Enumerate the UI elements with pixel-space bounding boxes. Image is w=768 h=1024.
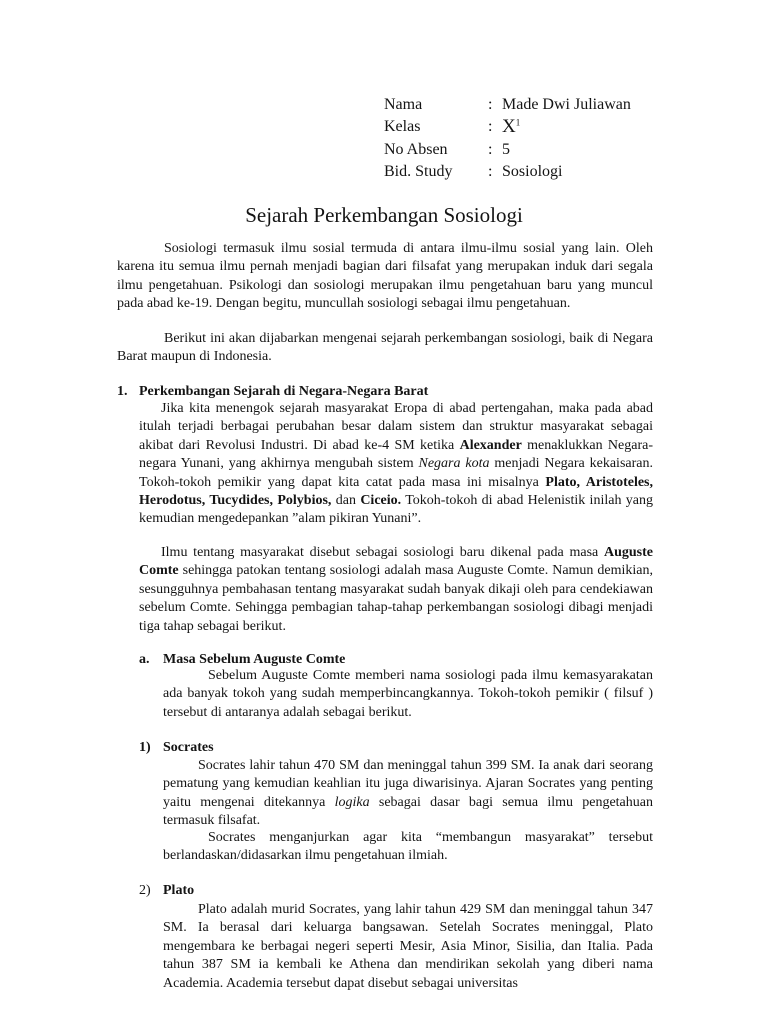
student-info xyxy=(384,94,631,183)
bold-name: Alexander xyxy=(459,437,522,453)
socrates-paragraph-2: Socrates menganjurkan agar kita “membangun masyarakat” tersebut berlandaskan/didasarkan ilmu pengetahuan ilmiah. xyxy=(163,830,653,864)
info-row-absen xyxy=(384,139,631,161)
item-number: 2) xyxy=(139,883,151,898)
bold-names: Plato, Aristoteles, Herodotus, Tucydides, Polybios, xyxy=(139,474,653,509)
text-run: Tokoh-tokoh di abad Helenistik inilah yang kemudian mengedepankan ”alam pikiran Yunani”. xyxy=(139,493,653,527)
info-label: Kelas xyxy=(384,118,421,135)
item-heading-plato: Plato xyxy=(163,883,195,898)
subsection-letter: a. xyxy=(139,652,150,667)
item-number: 1) xyxy=(139,740,151,755)
section1-paragraph-2 xyxy=(139,544,653,636)
info-row-study xyxy=(384,161,631,183)
intro-paragraph-1: Sosiologi termasuk ilmu sosial termuda di antara ilmu-ilmu sosial yang lain. Oleh karena itu semua ilmu pernah menjadi bagian dari filsafat yang merupakan induk dari segala ilmu pengetahuan. Psikologi dan sosiologi merupakan ilmu pengetahuan baru yang muncul pada abad ke-19. Dengan begitu, muncullah sosiologi sebagai ilmu pengetahuan. xyxy=(117,241,653,312)
item-heading-socrates: Socrates xyxy=(163,740,214,755)
info-value-text: X xyxy=(502,116,516,137)
bold-name: Ciceio. xyxy=(360,493,402,509)
text-run: dan xyxy=(331,493,361,509)
socrates-paragraph-1 xyxy=(163,757,653,831)
subsection-heading: Masa Sebelum Auguste Comte xyxy=(163,652,346,667)
text-run: sehingga patokan tentang sosiologi adalah masa Auguste Comte. Namun demikian, sesungguhnya pembahasan tentang masyarakat sudah banyak dikaji oleh para cendekiawan sebelum Comte. Sehingga pembagian tahap-tahap perkembangan sosiologi dibagi menjadi tiga tahap sebagai berikut. xyxy=(139,563,653,634)
intro-paragraph-2: Berikut ini akan dijabarkan mengenai sejarah perkembangan sosiologi, baik di Negara Barat maupun di Indonesia. xyxy=(117,331,653,365)
info-value xyxy=(502,116,520,139)
info-value: Sosiologi xyxy=(502,163,563,180)
info-separator: : xyxy=(488,96,493,113)
text-run: menaklukkan Negara-negara Yunani, yang akhirnya mengubah sistem xyxy=(139,437,653,472)
text-run: sebagai dasar bagi semua ilmu pengetahuan termasuk filsafat. xyxy=(163,794,653,829)
info-value: Made Dwi Juliawan xyxy=(502,96,631,113)
text-run: menjadi Negara kekaisaran. Tokoh-tokoh pemikir yang dapat kita catat pada masa ini misalnya xyxy=(139,456,653,490)
info-label: Nama xyxy=(384,96,423,113)
info-row-kelas xyxy=(384,116,631,139)
page-title: Sejarah Perkembangan Sosiologi xyxy=(245,203,523,227)
info-value: 5 xyxy=(502,141,510,158)
text-run: Ilmu tentang masyarakat disebut sebagai sosiologi baru dikenal pada masa xyxy=(161,545,604,560)
info-separator: : xyxy=(488,163,493,180)
text-run: Jika kita menengok sejarah masyarakat Eropa di abad pertengahan, maka pada abad itulah terjadi berbagai perubahan besar dalam sistem dan struktur masyarakat sebagai akibat dari Revolusi Industri. Di abad ke-4 SM ketika xyxy=(139,401,653,453)
plato-paragraph: Plato adalah murid Socrates, yang lahir tahun 429 SM dan meninggal tahun 347 SM. Ia berasal dari keluarga bangsawan. Setelah Socrates meninggal, Plato mengembara ke berbagai negeri seperti Mesir, Asia Minor, Sisilia, dan Italia. Pada tahun 387 SM ia kembali ke Athena dan mendirikan sekolah yang diberi nama Academia. Academia tersebut dapat disebut sebagai universitas xyxy=(163,902,653,991)
info-value-superscript: 1 xyxy=(515,117,521,128)
info-row-nama xyxy=(384,94,631,116)
section1-paragraph-1 xyxy=(139,400,653,529)
info-label: Bid. Study xyxy=(384,163,453,180)
info-separator: : xyxy=(488,118,493,135)
italic-term: Negara kota xyxy=(418,456,490,472)
bold-name: Auguste Comte xyxy=(139,545,653,579)
subsection-a-paragraph: Sebelum Auguste Comte memberi nama sosiologi pada ilmu kemasyarakatan ada banyak tokoh yang sudah memperbincangkannya. Tokoh-tokoh pemikir ( filsuf ) tersebut di antaranya adalah sebagai berikut. xyxy=(163,668,653,720)
section-heading: Perkembangan Sejarah di Negara-Negara Barat xyxy=(139,384,429,399)
section-number: 1. xyxy=(117,384,128,399)
info-separator: : xyxy=(488,141,493,158)
info-label: No Absen xyxy=(384,141,448,158)
italic-term: logika xyxy=(334,794,370,810)
text-run: Socrates lahir tahun 470 SM dan meninggal tahun 399 SM. Ia anak dari seorang pematung yang kemudian keahlian itu juga diwarisinya. Ajaran Socrates yang penting yaitu mengenai ditekannya xyxy=(163,758,653,810)
